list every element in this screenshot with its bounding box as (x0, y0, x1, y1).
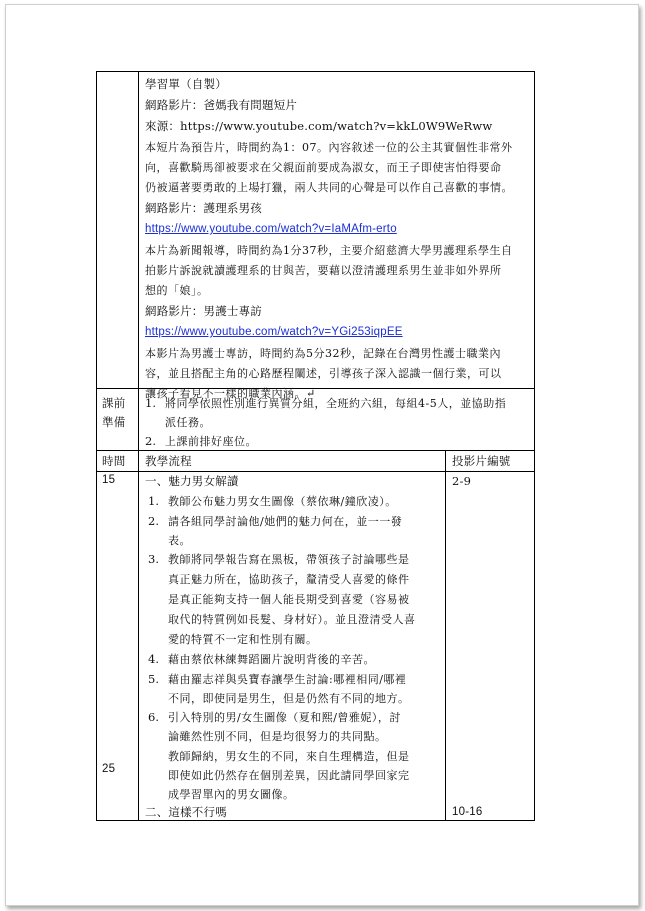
video2-desc-line: 本片為新聞報導，時間約為1分37秒，主要介紹慈濟大學男護理系學生自 (145, 244, 513, 257)
video1-desc-line: 本短片為預告片，時間約為1：07。內容敘述一位的公主其實個性非常外 (145, 141, 513, 154)
step-number: 6. (148, 710, 159, 724)
step-line: 教師公布魅力男女生圖像（蔡依琳/鐘欣凌）。 (168, 495, 397, 508)
prep-item-line: 上課前排好座位。 (165, 435, 257, 448)
video3-desc-line: 讓孩子看見不一樣的職業內涵。↵ (145, 387, 316, 400)
table-col-divider-1 (138, 71, 139, 821)
step-line: 藉由蔡依林練舞蹈圖片說明背後的辛苦。 (168, 653, 375, 666)
table-border-right (534, 71, 535, 821)
step-line: 論雖然性別不同，但是均很努力的共同點。 (168, 730, 387, 743)
header-time: 時間 (102, 454, 126, 468)
step-line: 是真正能夠支持一個人能長期受到喜愛（容易被 (168, 593, 410, 606)
step-line: 真正魅力所在，協助孩子，釐清受人喜愛的條件 (168, 573, 410, 586)
time-second: 25 (102, 763, 116, 775)
step-number: 5. (148, 672, 159, 686)
closing-line: 成學習單內的男女圖像。 (168, 788, 295, 801)
table-border-left (96, 71, 97, 821)
video1-desc-line: 向，喜歡騎馬卻被要求在父親面前要成為淑女，而王子即使害怕得要命 (145, 161, 502, 174)
step-number: 4. (148, 652, 159, 666)
step-line: 表。 (168, 534, 191, 547)
section1-title: 一、魅力男女解讀 (145, 474, 239, 488)
video2-desc-line: 拍影片訴說就讀護理系的甘與苦，要藉以澄清護理系男生並非如外界所 (145, 264, 502, 277)
document-page (5, 4, 639, 906)
time-start: 15 (102, 474, 116, 486)
step-line: 引入特別的男/女生圖像（夏和熙/曾雅妮），討 (168, 711, 401, 724)
table-row-divider-body (96, 471, 535, 472)
step-line: 教師將同學報告寫在黑板，帶領孩子討論哪些是 (168, 553, 410, 566)
video3-desc-line: 容，並且搭配主角的心路歷程闡述，引導孩子深入認識一個行業，可以 (145, 367, 502, 380)
prep-item-number: 2. (145, 434, 156, 448)
step-number: 3. (148, 552, 159, 566)
prep-item-number: 1. (145, 396, 156, 410)
video1-label: 網路影片：爸媽我有問題短片 (145, 98, 298, 112)
table-col-divider-2 (445, 450, 446, 821)
closing-line: 教師歸納，男女生的不同，來自生理構造，但是 (168, 750, 410, 763)
video3-label: 網路影片：男護士專訪 (145, 304, 262, 318)
step-number: 1. (148, 494, 159, 508)
video2-label: 網路影片：護理系男孩 (145, 201, 262, 215)
video3-link[interactable]: https://www.youtube.com/watch?v=YGi253iqpEE (145, 326, 403, 338)
video2-desc-line: 想的「娘」。 (145, 284, 209, 297)
video1-desc-line: 仍被逼著要勇敢的上場打獵，兩人共同的心聲是可以作自己喜歡的事情。 (145, 181, 513, 194)
video3-desc-line: 本影片為男護士專訪，時間約為5分32秒，記錄在台灣男性護士職業內 (145, 347, 501, 360)
step-line: 愛的特質不一定和性別有關。 (168, 633, 318, 646)
worksheet-title: 學習單（自製） (145, 77, 227, 91)
prep-item-line: 派任務。 (165, 416, 211, 429)
prep-label-line: 準備 (102, 415, 126, 429)
video1-source: 來源：https://www.youtube.com/watch?v=kkL0W9WeRww (145, 119, 493, 133)
video2-link[interactable]: https://www.youtube.com/watch?v=IaMAfm-erto (145, 223, 397, 235)
step-number: 2. (148, 514, 159, 528)
header-slides: 投影片編號 (452, 454, 511, 468)
table-border-top (96, 71, 535, 72)
prep-item-line: 將同學依照性別進行異質分組，全班約六組，每組4-5人，並協助指 (165, 397, 507, 410)
table-row-divider-header (96, 450, 535, 451)
step-line: 藉由羅志祥與吳寶春讓學生討論:哪裡相同/哪裡 (168, 673, 407, 686)
closing-line: 即使如此仍然存在個別差異，因此請同學回家完 (168, 769, 410, 782)
step-line: 不同，即使同是男生，但是仍然有不同的地方。 (168, 692, 410, 705)
step-line: 請各組同學討論他/她們的魅力何在，並一一發 (168, 515, 403, 528)
section1-slides: 2-9 (452, 474, 472, 488)
section2-slides: 10-16 (452, 806, 483, 818)
header-flow: 教學流程 (145, 454, 192, 468)
prep-label-line: 課前 (102, 396, 126, 410)
step-line: 取代的特質例如長髮、身材好）。並且澄清受人喜 (168, 613, 416, 626)
section2-title: 二、這樣不行嗎 (145, 805, 227, 819)
